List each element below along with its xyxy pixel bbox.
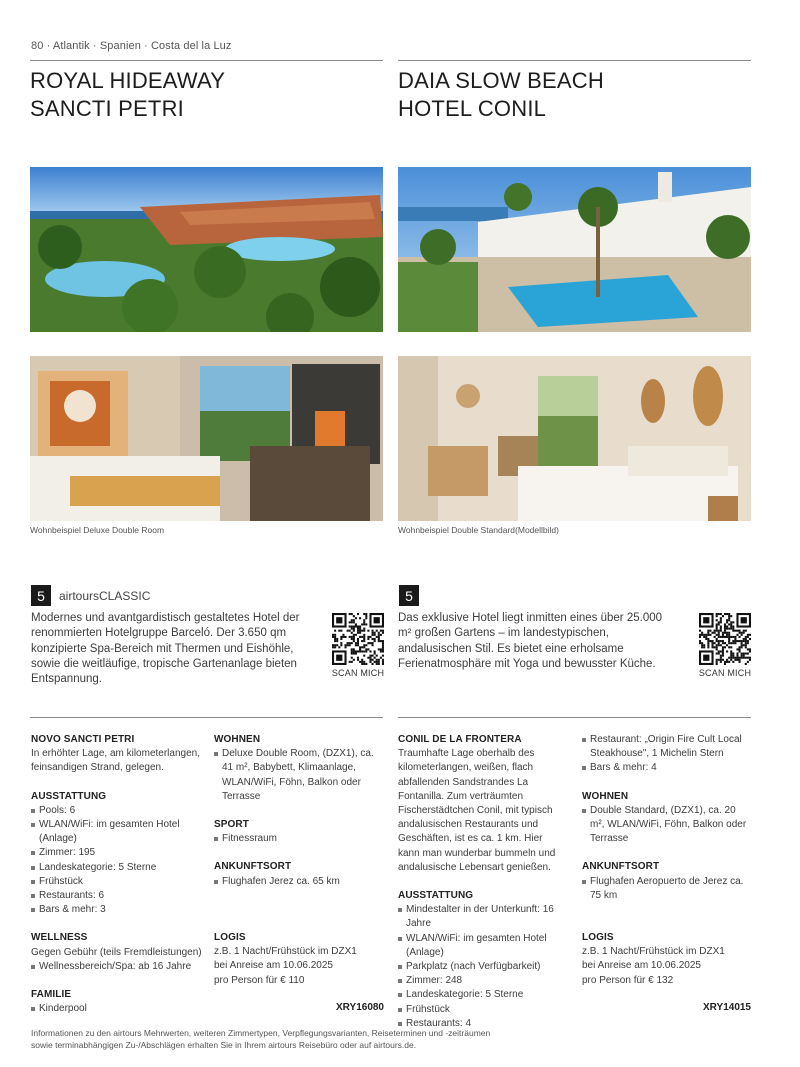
photo-caption: Wohnbeispiel Double Standard(Modellbild) <box>398 525 559 535</box>
hotel-header-right <box>398 60 751 123</box>
hotel-title-line: ROYAL HIDEAWAY <box>30 68 226 93</box>
ankunft-list <box>582 875 747 903</box>
hotel-photo-room <box>30 356 383 521</box>
hotel-title <box>398 67 751 123</box>
section-heading: LOGIS <box>214 932 246 943</box>
logis-line: pro Person für € 110 <box>214 974 305 986</box>
hotel-description: Modernes und avantgardistisch gestaltetes Hotel der renommierten Hotelgruppe Barceló. Der 3.650 qm konzipierte Spa-Bereich mit Thermen und Eishöhle, sowie die weitläufige, tropische Gartenanlage bieten Entspannung. <box>31 612 300 686</box>
qr-code[interactable] <box>699 613 751 665</box>
footnote-line: sowie terminabhängigen Zu-/Abschlägen erhalten Sie in Ihrem airtours Reisebüro oder auf airtours.de. <box>31 1040 417 1050</box>
section-heading: WOHNEN <box>214 734 261 745</box>
hotel-info-left-b <box>214 733 374 889</box>
hotel-photo-pool <box>398 167 751 332</box>
list-item: Pools: 6 <box>31 804 211 818</box>
wellness-text: Gegen Gebühr (teils Fremdleistungen) <box>31 946 202 958</box>
section-heading: AUSSTATTUNG <box>398 890 474 902</box>
breadcrumb: 80 · Atlantik · Spanien · Costa del la Luz <box>31 40 232 52</box>
scan-label: SCAN MICH <box>698 668 752 678</box>
logis-line: z.B. 1 Nacht/Frühstück im DZX1 <box>214 946 357 958</box>
list-item: WLAN/WiFi: im gesamten Hotel (Anlage) <box>31 818 211 846</box>
list-item: Zimmer: 195 <box>31 846 211 860</box>
logis-line: bei Anreise am 10.06.2025 <box>582 960 701 972</box>
list-item: Restaurants: 4 <box>398 1017 563 1031</box>
list-item: Mindestalter in der Unterkunft: 16 Jahre <box>398 903 563 931</box>
ankunft-list <box>214 875 374 889</box>
list-item: Bars & mehr: 4 <box>582 761 747 775</box>
photo-caption: Wohnbeispiel Deluxe Double Room <box>30 525 165 535</box>
booking-code: XRY16080 <box>336 1002 384 1013</box>
divider <box>398 717 751 718</box>
list-item: Fitnessraum <box>214 832 374 846</box>
category-badge: 5 <box>31 585 51 606</box>
ausstattung-list <box>31 804 211 918</box>
logis-line: z.B. 1 Nacht/Frühstück im DZX1 <box>582 946 725 958</box>
booking-code: XRY14015 <box>703 1002 751 1013</box>
category-label: airtoursCLASSIC <box>59 588 151 603</box>
hotel-photo-room <box>398 356 751 521</box>
section-heading: CONIL DE LA FRONTERA <box>398 734 522 745</box>
list-item: Flughafen Aeropuerto de Jerez ca. 75 km <box>582 875 747 903</box>
category-badge: 5 <box>399 585 419 606</box>
section-heading: FAMILIE <box>31 989 72 1001</box>
list-item: Deluxe Double Room, (DZX1), ca. 41 m², Babybett, Klimaanlage, WLAN/WiFi, Föhn, Balkon oder Terrasse <box>214 747 374 804</box>
hotel-title-line: SANCTI PETRI <box>30 96 184 121</box>
section-heading: ANKUNFTSORT <box>582 861 660 873</box>
ausstattung-list <box>398 903 563 1031</box>
hotel-title <box>30 67 383 123</box>
wellness-list <box>31 960 211 974</box>
list-item: Bars & mehr: 3 <box>31 903 211 917</box>
section-heading: ANKUNFTSORT <box>214 861 292 873</box>
list-item: Kinderpool <box>31 1002 211 1016</box>
hotel-header-left <box>30 60 383 123</box>
logis-block <box>582 931 747 988</box>
section-heading: AUSSTATTUNG <box>31 790 107 802</box>
logis-block <box>214 931 374 988</box>
divider <box>30 60 383 61</box>
list-item: Zimmer: 248 <box>398 974 563 988</box>
hotel-photo-resort-aerial <box>30 167 383 332</box>
list-item: Restaurants: 6 <box>31 889 211 903</box>
logis-line: bei Anreise am 10.06.2025 <box>214 960 333 972</box>
location-text: Traumhafte Lage oberhalb des kilometerlangen, weißen, flach abfallenden Sandstrandes La Fontanilla. Zum verträumten Fischerstädtchen Conil, mit typisch andalusischen Restaurants und Geschäften, ist es ca. 1 km. Hier kann man wunderbar bummeln und andalusische Lebensart genießen. <box>398 748 556 873</box>
list-item: Flughafen Jerez ca. 65 km <box>214 875 374 889</box>
sport-list <box>214 832 374 846</box>
wohnen-list <box>582 804 747 847</box>
qr-code[interactable] <box>332 613 384 665</box>
scan-label: SCAN MICH <box>331 668 385 678</box>
section-heading: NOVO SANCTI PETRI <box>31 734 135 745</box>
list-item: Double Standard, (DZX1), ca. 20 m², WLAN/WiFi, Föhn, Balkon oder Terrasse <box>582 804 747 847</box>
hotel-description: Das exklusive Hotel liegt inmitten eines über 25.000 m² großen Gartens – im landestypischen, andalusischen Stil. Es bietet eine erholsame Ferienatmosphäre mit Yoga und bewusster Küche. <box>398 612 663 670</box>
list-item: Frühstück <box>31 875 211 889</box>
extra-list <box>582 733 747 776</box>
logis-line: pro Person für € 132 <box>582 974 674 986</box>
hotel-title-line: HOTEL CONIL <box>398 96 547 121</box>
hotel-info-left-a <box>31 733 211 1016</box>
list-item: Wellnessbereich/Spa: ab 16 Jahre <box>31 960 211 974</box>
location-text: In erhöhter Lage, am kilometerlangen, feinsandigen Strand, gelegen. <box>31 748 200 774</box>
list-item: WLAN/WiFi: im gesamten Hotel (Anlage) <box>398 932 563 960</box>
list-item: Frühstück <box>398 1003 563 1017</box>
divider <box>398 60 751 61</box>
section-heading: WOHNEN <box>582 790 629 802</box>
list-item: Restaurant: „Origin Fire Cult Local Steakhouse", 1 Michelin Stern <box>582 733 747 761</box>
category-badge-row <box>399 585 419 606</box>
section-heading: WELLNESS <box>31 932 88 944</box>
footnote <box>31 1027 731 1051</box>
section-heading: LOGIS <box>582 932 614 943</box>
list-item: Parkplatz (nach Verfügbarkeit) <box>398 960 563 974</box>
hotel-info-right-b <box>582 733 747 903</box>
list-item: Landeskategorie: 5 Sterne <box>31 861 211 875</box>
divider <box>30 717 383 718</box>
hotel-title-line: DAIA SLOW BEACH <box>398 68 604 93</box>
hotel-info-right-a <box>398 733 563 1031</box>
wohnen-list <box>214 747 374 804</box>
footnote-line: Informationen zu den airtours Mehrwerten, weiteren Zimmertypen, Verpflegungsvarianten, Reiseterminen und -zeiträumen <box>31 1028 491 1038</box>
list-item: Landeskategorie: 5 Sterne <box>398 988 563 1002</box>
category-badge-row <box>31 585 150 606</box>
section-heading: SPORT <box>214 819 249 831</box>
familie-list <box>31 1002 211 1016</box>
